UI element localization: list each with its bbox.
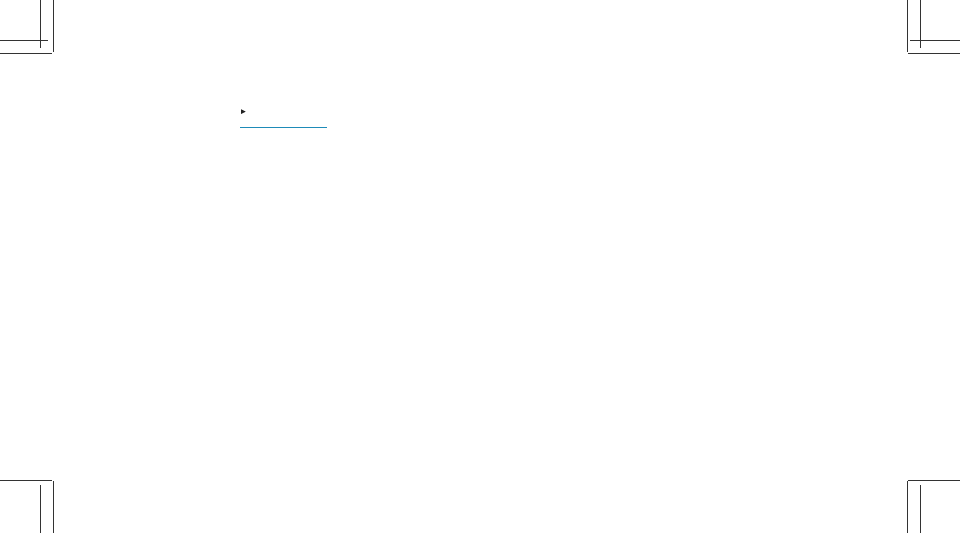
crop-mark — [908, 53, 960, 54]
crop-mark — [907, 481, 908, 533]
column-1-copy — [240, 216, 325, 218]
crop-mark — [53, 481, 54, 533]
section-heading — [240, 123, 327, 128]
crop-mark — [907, 0, 908, 52]
crop-mark — [920, 485, 921, 533]
crop-mark — [53, 0, 54, 52]
page-header — [240, 72, 246, 84]
column-1 — [240, 101, 325, 138]
crop-mark — [908, 480, 960, 481]
crop-mark — [910, 40, 960, 41]
crop-mark — [0, 40, 48, 41]
crop-mark — [0, 480, 52, 481]
crop-mark — [0, 53, 52, 54]
crop-mark — [40, 485, 41, 533]
